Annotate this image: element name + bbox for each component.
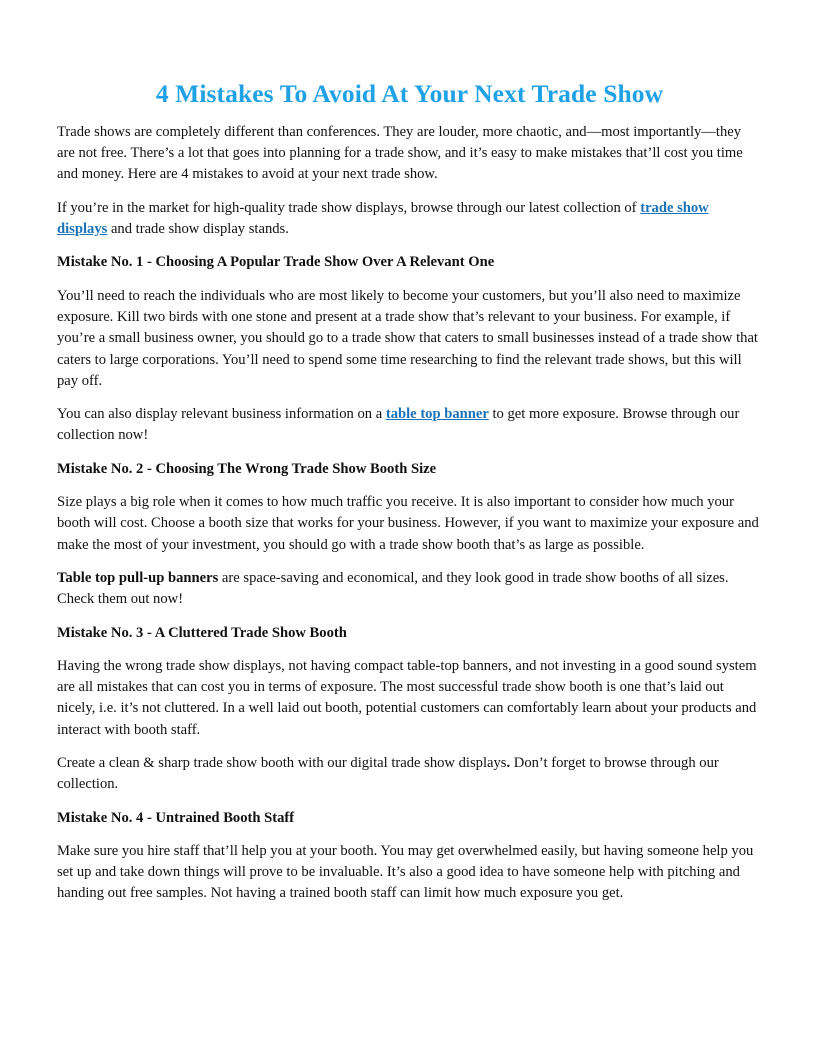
mistake-2-body: Size plays a big role when it comes to how much traffic you receive. It is also important to consider how much your booth will cost. Choose a booth size that works for your business. However, if you want to maximize your exposure and make the most of your investment, you should go with a trade show booth that’s as large as possible.	[57, 494, 759, 553]
mistake-3-promo-after: Don’t forget to browse through our collection.	[57, 755, 719, 793]
mistake-2-promo-after: are space-saving and economical, and they look good in trade show booths of all sizes. Check them out now!	[57, 569, 729, 608]
table-top-banner-link[interactable]: table top banner	[385, 406, 489, 423]
intro-paragraph: Trade shows are completely different than conferences. They are louder, more chaotic, and—most importantly—they are not free. There’s a lot that goes into planning for a trade show, and it’s easy to make mistakes that’ll cost you time and money. Here are 4 mistakes to avoid at your next trade show.	[57, 123, 743, 183]
mistake-2-promo	[57, 568, 762, 611]
mistake-3-promo-bold: .	[506, 755, 511, 771]
mistake-4-body: Make sure you hire staff that’ll help you at your booth. You may get overwhelmed easily, but having someone help you set up and take down things will prove to be invaluable. It’s also a good idea to have someone help with pitching and handing out free samples. Not having a trained booth staff can limit how much exposure you get.	[57, 842, 754, 902]
mistake-3-promo-before: Create a clean & sharp trade show booth with our digital trade show displays	[57, 755, 507, 771]
mistake-3-promo	[57, 753, 762, 796]
mistake-3-heading: Mistake No. 3 - A Cluttered Trade Show Booth	[57, 624, 347, 641]
mistake-1-promo-after: to get more exposure. Browse through our collection now!	[57, 406, 740, 444]
mistake-1-promo-before: You can also display relevant business information on a	[57, 406, 386, 423]
mistake-2-heading: Mistake No. 2 - Choosing The Wrong Trade Show Booth Size	[57, 460, 437, 477]
page-title: 4 Mistakes To Avoid At Your Next Trade Show	[155, 79, 664, 108]
promo-text-after: and trade show display stands.	[107, 221, 289, 238]
article	[57, 78, 762, 917]
promo-text-before: If you’re in the market for high-quality trade show displays, browse through our latest collection of	[57, 199, 641, 216]
mistake-3-body: Having the wrong trade show displays, not having compact table-top banners, and not investing in a good sound system are all mistakes that can cost you in terms of exposure. The most successful trade show booth is one that’s laid out nicely, i.e. it’s not cluttered. In a well laid out booth, potential customers can comfortably learn about your products and interact with booth staff.	[57, 657, 757, 738]
mistake-2-promo-bold: Table top pull-up banners	[57, 569, 219, 586]
trade-show-displays-link[interactable]: trade show displays	[57, 199, 709, 238]
mistake-1-heading: Mistake No. 1 - Choosing A Popular Trade Show Over A Relevant One	[57, 254, 495, 271]
mistake-1-promo	[57, 404, 762, 447]
promo-paragraph-displays	[57, 198, 762, 241]
mistake-1-body: You’ll need to reach the individuals who are most likely to become your customers, but you’ll also need to maximize exposure. Kill two birds with one stone and present at a trade show that’s relevant to your business. For example, if you’re a small business owner, you should go to a trade show that caters to small businesses instead of a trade show that caters to large corporations. You’ll need to spend some time researching to find the relevant trade shows, but this will pay off.	[57, 287, 758, 389]
mistake-4-heading: Mistake No. 4 - Untrained Booth Staff	[57, 809, 295, 826]
